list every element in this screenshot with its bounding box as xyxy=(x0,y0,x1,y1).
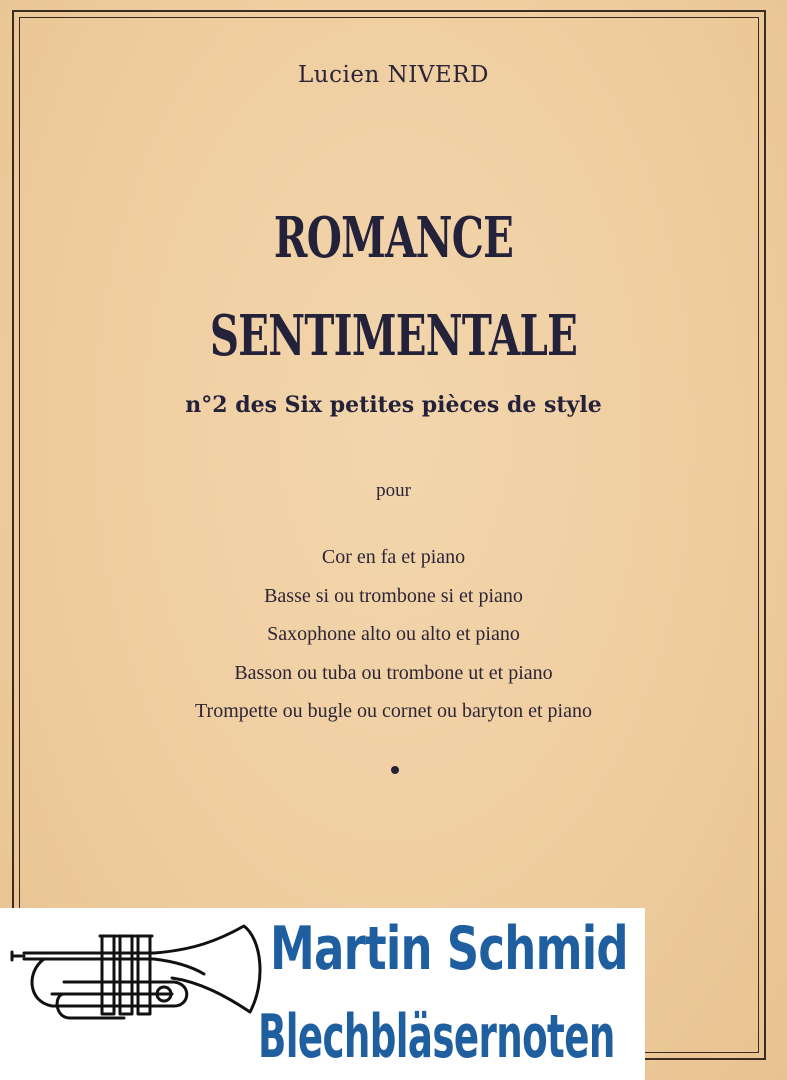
title-line-2: SENTIMENTALE xyxy=(209,303,578,369)
pour-label: pour xyxy=(376,480,411,501)
instrument-item: Cor en fa et piano xyxy=(321,546,466,568)
watermark-line-1: Martin Schmid xyxy=(270,914,628,984)
instrumentation-list xyxy=(0,538,787,731)
instrument-item: Saxophone alto ou alto et piano xyxy=(267,623,520,645)
subtitle: n°2 des Six petites pièces de style xyxy=(185,392,602,418)
instrument-item: Basse si ou trombone si et piano xyxy=(264,584,523,607)
composer-name: Lucien NIVERD xyxy=(298,62,489,88)
inner-border-frame xyxy=(19,17,759,1053)
publisher-watermark xyxy=(0,908,645,1080)
watermark-line-2: Blechbläsernoten xyxy=(258,1002,615,1072)
instrument-item: Basson ou tuba ou trombone ut et piano xyxy=(234,661,553,684)
title-line-1: ROMANCE xyxy=(273,205,514,271)
instrument-item: Trompette ou bugle ou cornet ou baryton et piano xyxy=(195,700,592,722)
trumpet-icon xyxy=(4,922,272,1032)
ornament-dot xyxy=(391,766,399,774)
